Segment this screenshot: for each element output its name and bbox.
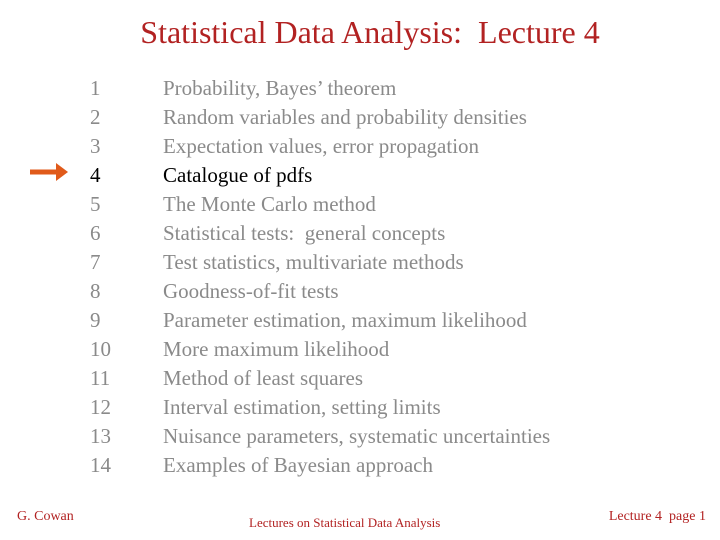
- lecture-number: 9: [90, 308, 101, 332]
- lecture-number: 8: [90, 279, 101, 303]
- list-item: [0, 335, 720, 364]
- lecture-topic: Expectation values, error propagation: [163, 134, 480, 158]
- lecture-topic: Examples of Bayesian approach: [163, 453, 433, 477]
- lecture-topic: Interval estimation, setting limits: [163, 395, 441, 419]
- lecture-topic: Statistical tests: general concepts: [163, 221, 446, 245]
- list-item: [0, 74, 720, 103]
- lecture-number: 6: [90, 221, 101, 245]
- lecture-number: 10: [90, 337, 111, 361]
- list-item: [0, 219, 720, 248]
- lecture-number: 13: [90, 424, 111, 448]
- list-item: [0, 190, 720, 219]
- lecture-topic: More maximum likelihood: [163, 337, 390, 361]
- list-item: [0, 451, 720, 480]
- footer-course-title: Lectures on Statistical Data Analysis: [249, 515, 441, 530]
- lecture-number: 4: [90, 163, 101, 187]
- lecture-topic: Probability, Bayes’ theorem: [163, 76, 397, 100]
- lecture-topic: Random variables and probability densities: [163, 105, 527, 129]
- lecture-number: 7: [90, 250, 101, 274]
- lecture-topic: The Monte Carlo method: [163, 192, 376, 216]
- list-item: [0, 277, 720, 306]
- lecture-topic: Goodness-of-fit tests: [163, 279, 339, 303]
- list-item: [0, 103, 720, 132]
- lecture-number: 2: [90, 105, 101, 129]
- list-item: [0, 393, 720, 422]
- lecture-number: 5: [90, 192, 101, 216]
- lecture-number: 3: [90, 134, 101, 158]
- list-item: [0, 364, 720, 393]
- lecture-number: 1: [90, 76, 101, 100]
- footer-author: G. Cowan: [17, 509, 74, 524]
- lecture-topic: Parameter estimation, maximum likelihood: [163, 308, 527, 332]
- list-item: [0, 306, 720, 335]
- lecture-topic: Nuisance parameters, systematic uncertainties: [163, 424, 551, 448]
- lecture-topic: Test statistics, multivariate methods: [163, 250, 464, 274]
- list-item: [0, 248, 720, 277]
- list-item: [0, 132, 720, 161]
- footer-page-number: Lecture 4 page 1: [608, 509, 706, 524]
- lecture-topic: Method of least squares: [163, 366, 364, 390]
- list-item: [0, 422, 720, 451]
- lecture-number: 11: [90, 366, 111, 390]
- slide-title: Statistical Data Analysis: Lecture 4: [140, 14, 600, 50]
- lecture-topic: Catalogue of pdfs: [163, 163, 313, 187]
- lecture-number: 14: [90, 453, 111, 477]
- list-item: [0, 161, 720, 190]
- lecture-list: [0, 74, 720, 480]
- lecture-number: 12: [90, 395, 111, 419]
